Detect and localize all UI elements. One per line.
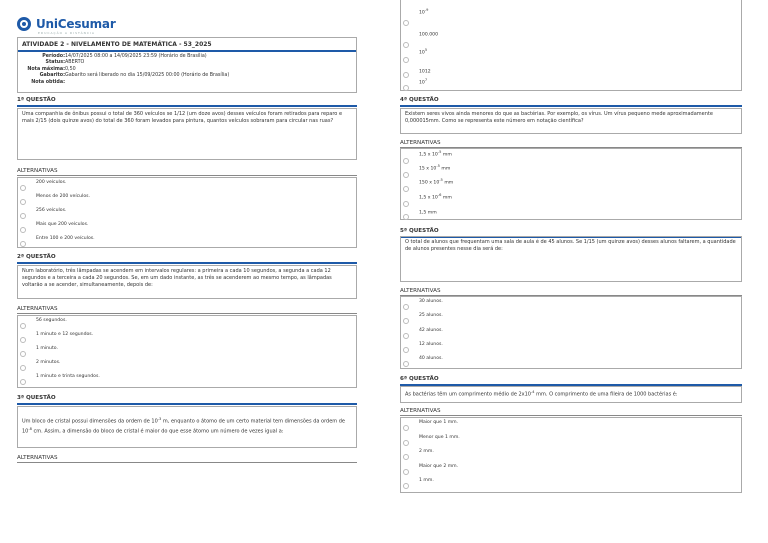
- option[interactable]: Menos de 200 veículos.: [18, 192, 356, 206]
- question-6-options: [400, 417, 742, 493]
- option[interactable]: 1,5 x $10^{-5}$ mm: [401, 149, 741, 163]
- option[interactable]: 12 alunos.: [401, 340, 741, 354]
- radio-button[interactable]: [403, 425, 409, 431]
- question-5-alternatives-label: ALTERNATIVAS: [400, 288, 742, 296]
- option[interactable]: 1 minuto.: [18, 344, 356, 358]
- question-6-text: As bactérias têm um comprimento médio de $2x10^{-4}$ mm. O comprimento de uma fileira de 1000 bactérias é:: [400, 386, 742, 403]
- option[interactable]: 1 minuto e trinta segundos.: [18, 372, 356, 386]
- option[interactable]: 1 minuto e 12 segundos.: [18, 330, 356, 344]
- question-4-options: [400, 148, 742, 220]
- option[interactable]: $10^5$: [401, 50, 741, 64]
- option[interactable]: 1 mm.: [401, 476, 741, 490]
- question-6-alternatives-label: ALTERNATIVAS: [400, 408, 742, 416]
- question-4-text: Existem seres vivos ainda menores do que as bactérias. Por exemplo, os vírus. Um vírus pequeno mede aproximadamente 0,000015mm. Como se representa este número em notação científica?: [400, 108, 742, 134]
- header-row-status: Status:ABERTO: [45, 60, 85, 66]
- radio-button[interactable]: [20, 351, 26, 357]
- radio-button[interactable]: [20, 185, 26, 191]
- question-2-text: Num laboratório, três lâmpadas se acendem em intervalos regulares: a primeira a cada 10 segundos, a segunda a cada 12 segundos e a terceira a cada 20 segundos. Se, em um dado instante, as três se acenderem ao mesmo tempo, as lâmpadas voltarão a se acender, simultaneamente, depois de:: [17, 265, 357, 299]
- option[interactable]: 25 alunos.: [401, 311, 741, 325]
- question-1-text: Uma companhia de ônibus possui o total de 360 veículos se 1/12 (um doze avos) desses veículos foram retirados para reparo e mais 2/15 (dois quinze avos) do total de 360 foram levados para pintura, quantos veículos sobraram para circular nas ruas?: [17, 108, 357, 160]
- question-5-title: 5ª QUESTÃO: [400, 228, 742, 238]
- question-1-alternatives-label: ALTERNATIVAS: [17, 168, 357, 176]
- question-3-title: 3ª QUESTÃO: [17, 395, 357, 405]
- radio-button[interactable]: [20, 241, 26, 247]
- radio-button[interactable]: [403, 454, 409, 460]
- radio-button[interactable]: [403, 85, 409, 91]
- question-5-text: O total de alunos que frequentam uma sala de aula é de 45 alunos. Se 1/15 (um quinze avos) desses alunos faltarem, a quantidade de alunos presentes nesse dia será de:: [400, 236, 742, 282]
- radio-button[interactable]: [20, 227, 26, 233]
- option[interactable]: 15 x $10^{-5}$ mm: [401, 163, 741, 177]
- option[interactable]: 30 alunos.: [401, 297, 741, 311]
- radio-button[interactable]: [403, 347, 409, 353]
- option[interactable]: 56 segundos.: [18, 316, 356, 330]
- option[interactable]: $10^7$: [401, 78, 741, 92]
- option[interactable]: 1012: [401, 65, 741, 79]
- option[interactable]: $10^{-9}$: [401, 13, 741, 27]
- radio-button[interactable]: [403, 333, 409, 339]
- radio-button[interactable]: [403, 483, 409, 489]
- radio-button[interactable]: [20, 365, 26, 371]
- radio-button[interactable]: [403, 20, 409, 26]
- radio-button[interactable]: [20, 323, 26, 329]
- option[interactable]: Maior que 2 mm.: [401, 462, 741, 476]
- option[interactable]: 40 alunos.: [401, 354, 741, 368]
- question-5-options: [400, 296, 742, 369]
- radio-button[interactable]: [403, 361, 409, 367]
- radio-button[interactable]: [403, 440, 409, 446]
- option[interactable]: Entre 100 e 200 veículos.: [18, 234, 356, 248]
- option[interactable]: 256 veículos.: [18, 206, 356, 220]
- option[interactable]: 150 x $10^{-5}$ mm: [401, 177, 741, 191]
- activity-title: ATIVIDADE 2 - NIVELAMENTO DE MATEMÁTICA - 53_2025: [18, 38, 356, 52]
- question-1-options: [17, 177, 357, 248]
- option[interactable]: 1,5 mm: [401, 206, 741, 220]
- radio-button[interactable]: [403, 42, 409, 48]
- brand-name: UniCesumar: [36, 17, 116, 31]
- option[interactable]: 2 mm.: [401, 447, 741, 461]
- radio-button[interactable]: [403, 469, 409, 475]
- question-4-title: 4ª QUESTÃO: [400, 97, 742, 107]
- question-2-alternatives-label: ALTERNATIVAS: [17, 306, 357, 314]
- activity-header: [17, 37, 357, 93]
- header-row-period: Período:14/07/2025 08:00 a 14/09/2025 23:59 (Horário de Brasília): [42, 54, 207, 59]
- radio-button[interactable]: [20, 199, 26, 205]
- question-3-options: [400, 0, 742, 91]
- option[interactable]: 2 minutos.: [18, 358, 356, 372]
- question-4-alternatives-label: ALTERNATIVAS: [400, 140, 742, 148]
- option[interactable]: Menor que 1 mm.: [401, 433, 741, 447]
- question-3-alternatives-label: ALTERNATIVAS: [17, 455, 357, 463]
- radio-button[interactable]: [403, 57, 409, 63]
- radio-button[interactable]: [403, 318, 409, 324]
- option[interactable]: 100.000: [401, 35, 741, 49]
- radio-button[interactable]: [403, 304, 409, 310]
- option[interactable]: Maior que 1 mm.: [401, 418, 741, 432]
- option[interactable]: Mais que 200 veículos.: [18, 220, 356, 234]
- header-row-max-grade: Nota máxima:0,50: [27, 66, 76, 72]
- question-2-title: 2ª QUESTÃO: [17, 254, 357, 264]
- header-row-answer-key: Gabarito:Gabarito será liberado no dia 15/09/2025 00:00 (Horário de Brasília): [39, 73, 230, 79]
- radio-button[interactable]: [20, 337, 26, 343]
- option[interactable]: 1,5 x $10^{-6}$ mm: [401, 192, 741, 206]
- option[interactable]: 200 veículos.: [18, 178, 356, 192]
- question-6-title: 6ª QUESTÃO: [400, 376, 742, 386]
- question-3-text: Um bloco de cristal possui dimensões da ordem de $10^{-3}$ m, enquanto o átomo de um certo material tem dimensões da ordem de $10^{-8}$ cm. Assim, a dimensão do bloco de cristal é maior do que esse átomo um número de vezes igual a:: [17, 406, 357, 448]
- brand-tagline: EDUCAÇÃO A DISTÂNCIA: [38, 31, 95, 35]
- header-row-grade-obtained: Nota obtida:: [31, 79, 65, 85]
- option[interactable]: 42 alunos.: [401, 326, 741, 340]
- radio-button[interactable]: [403, 214, 409, 220]
- question-1-title: 1ª QUESTÃO: [17, 97, 357, 107]
- question-2-options: [17, 315, 357, 388]
- radio-button[interactable]: [20, 213, 26, 219]
- brand-logo-icon: [17, 17, 31, 31]
- radio-button[interactable]: [20, 379, 26, 385]
